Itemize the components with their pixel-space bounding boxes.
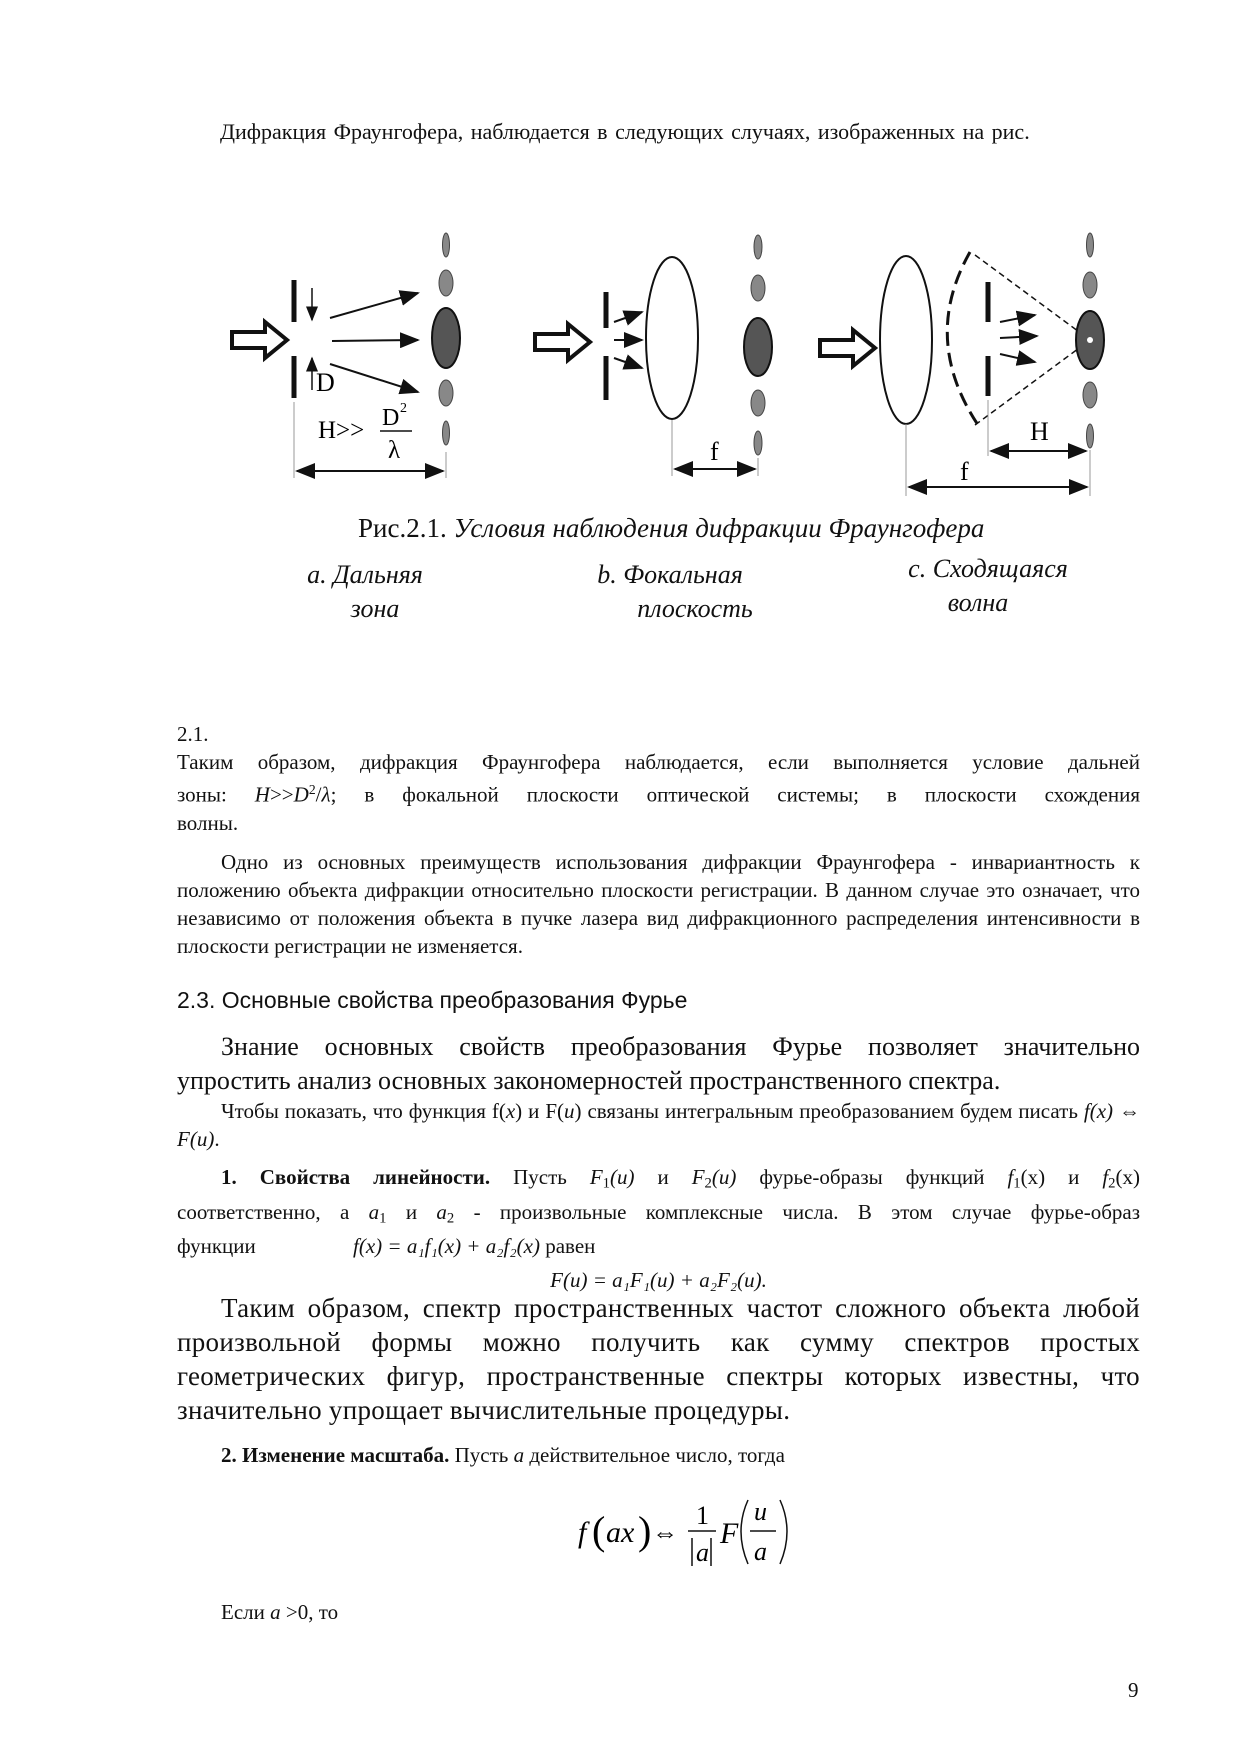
label-lambda: λ — [388, 437, 401, 464]
section-heading: 2.3. Основные свойства преобразования Фурье — [177, 987, 688, 1013]
subcaption-c-line1: c. Сходящаяся — [908, 554, 1068, 583]
caption-title: Условия наблюдения дифракции Фраунгофера — [453, 513, 985, 543]
panel-c-diagram — [820, 233, 1104, 496]
subcaption-a-line2: зона — [350, 594, 400, 623]
prop1-line3 — [177, 1232, 1140, 1260]
subcaption-b-line2: плоскость — [637, 594, 753, 623]
subcaption-a-line1: a. Дальняя — [307, 560, 423, 589]
equation-linear-sum: f(x) = a₁f₁(x) + a₂f₂(x) — [353, 1234, 540, 1259]
spot — [754, 431, 762, 455]
prop1-line1: 1. Свойства линейности. Пусть $F_1(u)$ и $F_2(u)$ фурье-образы функций $f_1(x)$ и $f_2(x)$ — [221, 1165, 1141, 1192]
spot — [1083, 382, 1097, 408]
page-number: 9 — [1128, 1678, 1139, 1702]
caption-prefix: Рис.2.1. — [358, 513, 447, 543]
spot — [1083, 272, 1097, 298]
label-f: f — [710, 437, 719, 466]
label-D-frac: D — [382, 405, 400, 431]
spot — [1087, 424, 1094, 448]
subcaption-a — [285, 558, 465, 626]
spot — [443, 421, 450, 445]
lens — [646, 257, 698, 419]
label-D: D — [316, 368, 335, 397]
input-arrow-icon — [232, 322, 287, 358]
formula-abs-a: a — [696, 1538, 709, 1567]
label-H: H — [1030, 417, 1049, 446]
formula-ax: ax — [606, 1516, 635, 1549]
formula-equiv: ⇔ — [652, 1518, 678, 1547]
prop1-tail: равен — [545, 1234, 596, 1259]
condition-line: Если a >0, то — [221, 1600, 339, 1624]
paragraph-spectrum-sum: Таким образом, спектр пространственных частот сложного объекта любой произвольной формы можно получить как сумму спектров простых геометрических фигур, пространственные спектры которых известны, что значительно упрощает вычислительные процедуры. — [177, 1293, 1140, 1425]
formula-a: a — [754, 1537, 767, 1566]
paragraph-notation: Чтобы показать, что функция f(x) и F(u) связаны интегральным преобразованием будем писать f(x) ⇔ F(u). — [177, 1099, 1140, 1151]
lens — [880, 256, 932, 424]
spot — [439, 380, 453, 406]
paragraph-conditions — [177, 748, 1140, 837]
input-arrow-icon — [820, 330, 875, 366]
spot — [751, 275, 765, 301]
panel-a-diagram — [232, 233, 460, 478]
spot — [1087, 233, 1094, 257]
spot — [439, 270, 453, 296]
equation-linear-spectrum: F(u) = a₁F₁(u) + a₂F₂(u). — [550, 1268, 767, 1293]
formula-one: 1 — [696, 1501, 709, 1530]
label-h-condition: H>> — [318, 417, 365, 444]
para1-line2: зоны: $H>>D^2/\lambda$; в фокальной плоскости оптической системы; в плоскости схождения — [177, 782, 1140, 807]
paragraph-invariance: Одно из основных преимуществ использования дифракции Фраунгофера - инвариантность к положению объекта дифракции относительно плоскости регистрации. В данном случае это означает, что независимо от положения объекта в пучке лазера вид дифракционного распределения интенсивности в плоскости регистрации не изменяется. — [177, 850, 1140, 958]
para1-line3: волны. — [177, 810, 239, 835]
subcaption-b-line1: b. Фокальная — [597, 560, 743, 589]
para1-line1: Таким образом, дифракция Фраунгофера наблюдается, если выполняется условие дальней — [177, 750, 1140, 774]
panel-b-diagram — [535, 235, 772, 476]
spot — [443, 233, 450, 257]
section-ref: 2.1. — [177, 722, 209, 746]
spot-central — [744, 318, 772, 376]
intro-line: Дифракция Фраунгофера, наблюдается в следующих случаях, изображенных на рис. — [220, 119, 1030, 144]
subcaption-b — [560, 558, 800, 626]
spot — [751, 390, 765, 416]
converging-wavefront — [947, 252, 980, 428]
formula-u: u — [754, 1497, 767, 1526]
paragraph-fourier-properties: Знание основных свойств преобразования Фурье позволяет значительно упростить анализ основных закономерностей пространственного спектра. — [177, 1032, 1140, 1095]
prop1-label: функции — [177, 1234, 256, 1259]
spot-central — [432, 308, 460, 368]
figure-caption — [358, 513, 984, 544]
subcaption-c-line2: волна — [947, 588, 1009, 617]
spot — [754, 235, 762, 259]
svg-text:): ) — [638, 1508, 652, 1553]
label-D-exp: 2 — [400, 401, 407, 416]
formula-f: f — [578, 1516, 587, 1549]
property-linearity — [177, 1163, 1140, 1294]
property-scaling: 2. Изменение масштаба. Пусть a действительное число, тогда — [221, 1443, 785, 1467]
fraunhofer-figure — [0, 200, 1240, 500]
input-arrow-icon — [535, 324, 590, 360]
equation-scaling — [570, 1488, 810, 1570]
prop1-line2: соответственно, а $a_1$ и $a_2$ - произвольные комплексные числа. В этом случае фурье-образ — [177, 1199, 1140, 1227]
svg-text:(: ( — [592, 1508, 606, 1553]
subcaption-c — [878, 552, 1078, 620]
formula-F: F — [720, 1517, 739, 1550]
label-f: f — [960, 457, 969, 486]
